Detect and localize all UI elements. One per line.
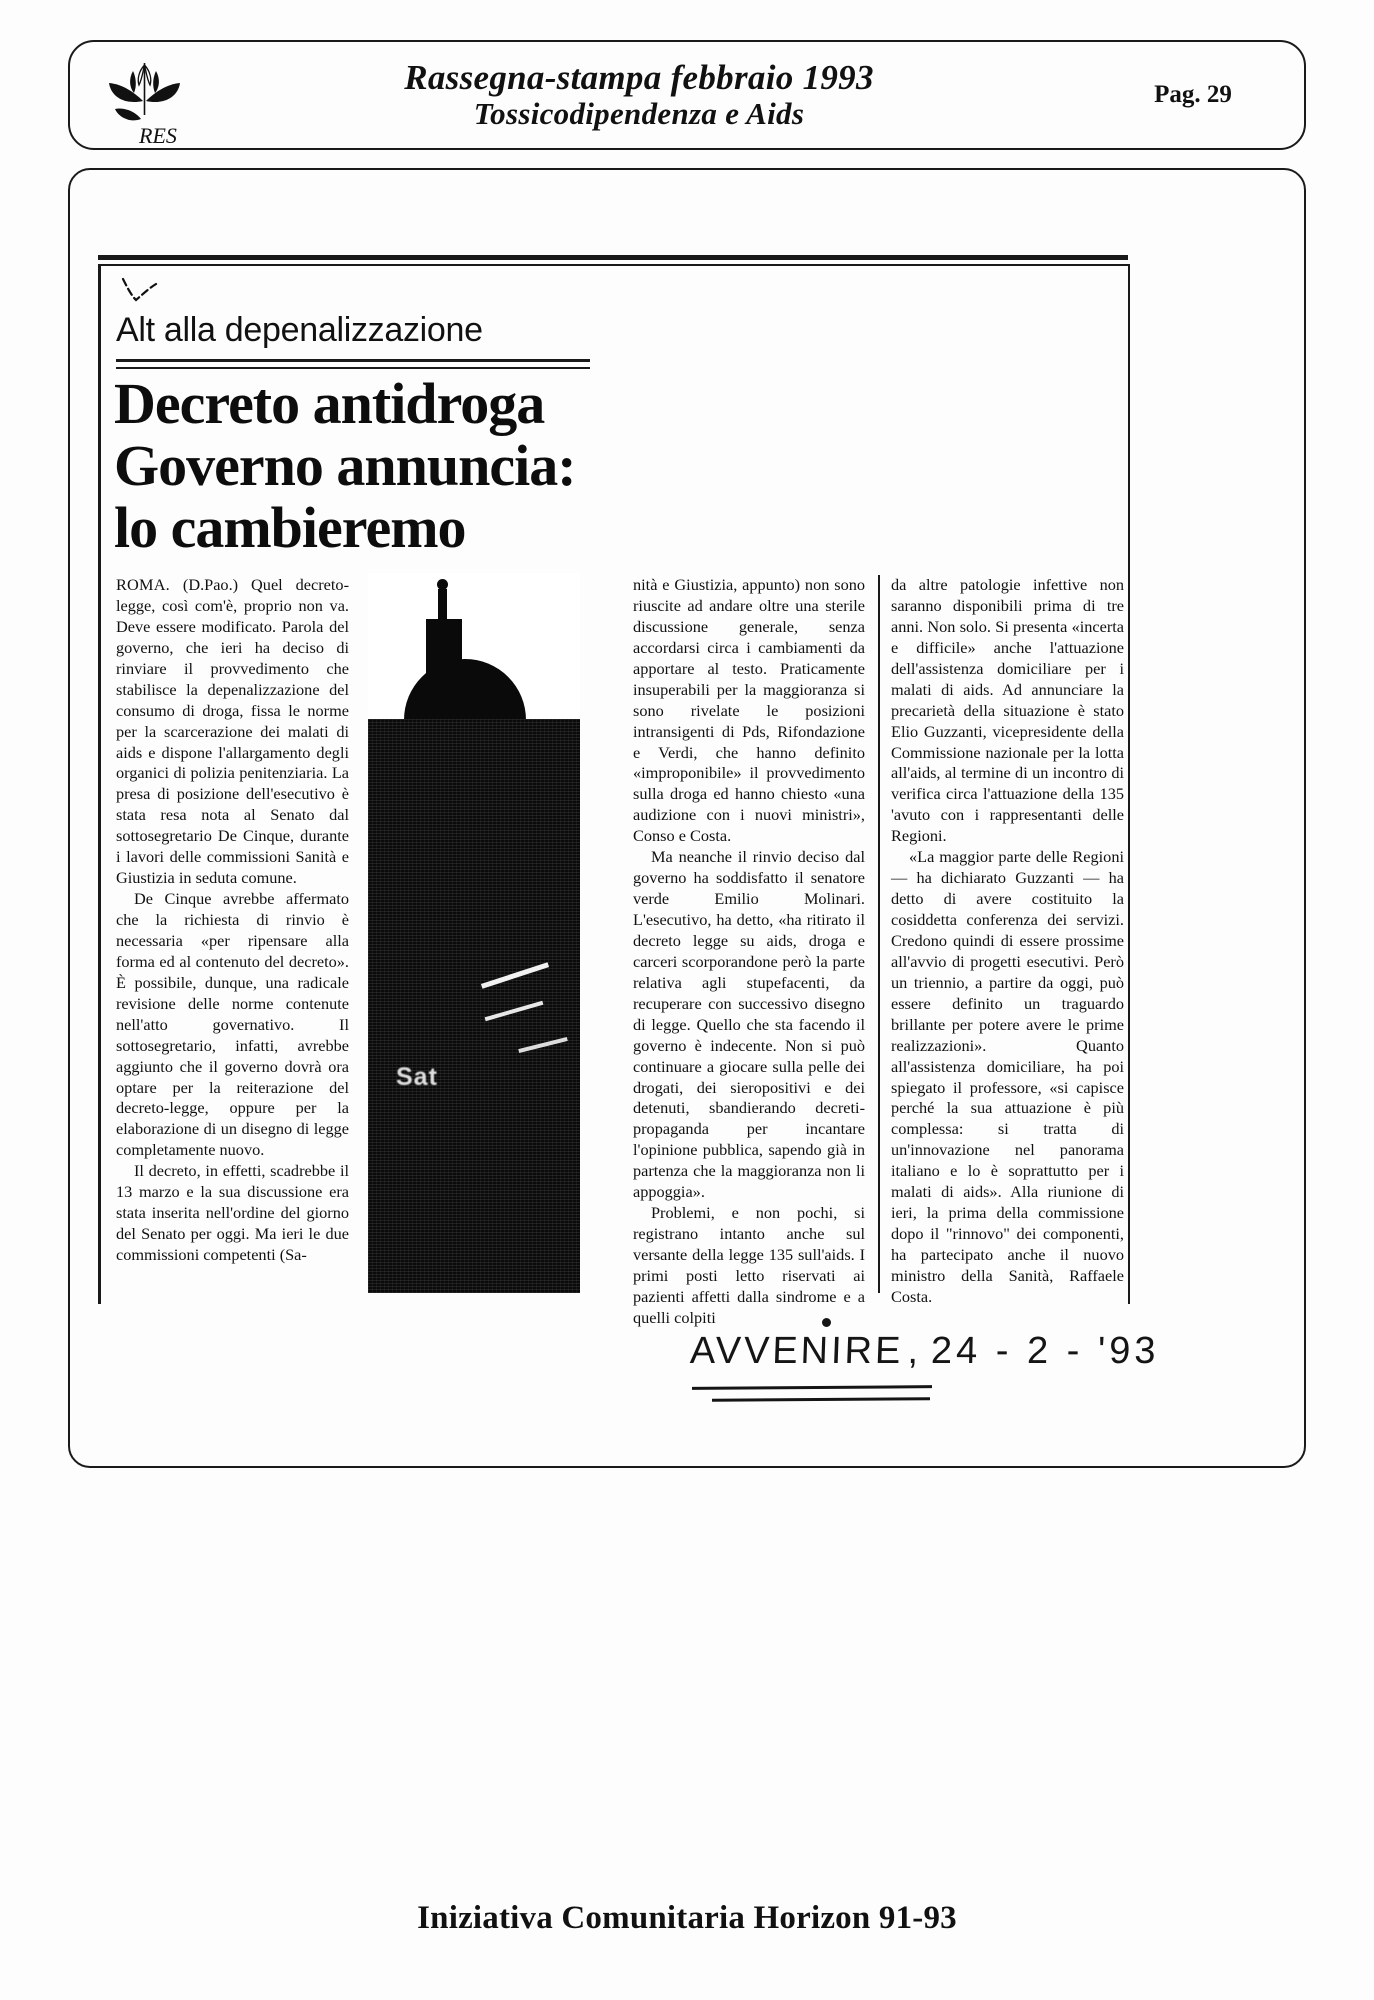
handwritten-line <box>690 1330 1170 1373</box>
headline-line-2: Governo annuncia: <box>114 433 576 499</box>
column-divider <box>878 575 880 1293</box>
article-col1-para-3: Il decreto, in effetti, scadrebbe il 13 marzo e la sua discussione era stata inserita nell'ordine del giorno del Senato per oggi. Ma ieri le due commissioni competenti (Sa- <box>116 1161 349 1264</box>
masthead-title-line1: Rassegna-stampa febbraio 1993 <box>404 58 874 98</box>
pen-checkmark-icon <box>120 277 160 311</box>
article-col3-para-1: da altre patologie infettive non saranno disponibili prima di tre anni. Non solo. Si presenta «incerta e difficile» anche l'attuazione dell'assistenza domiciliare per i malati di aids. Ad annunciare la precarietà della situazione è stato Elio Guzzanti, vicepresidente della Commissione nazionale per la lotta all'aids, al termine di un incontro di verifica circa l'attuazione della 135 'avuto con i rappresentanti delle Regioni. <box>891 575 1124 846</box>
handwritten-date: 24 - 2 - '93 <box>930 1330 1160 1372</box>
article-column-2 <box>633 575 865 1329</box>
article-body <box>116 575 1124 1327</box>
handwritten-dot <box>822 1318 831 1327</box>
article-col1-para-1: Quel decreto-legge, così com'è, proprio non va. Deve essere modificato. Parola del governo, che ieri ha deciso di rinviare il provvedimento che stabilisce la depenalizzazione del consumo di droga, fissa le norme per la scarcerazione dei malati di aids e dispone l'allargamento degli organici di polizia penitenziaria. La presa di posizione dell'esecutivo è stata resa nota al Senato dal sottosegretario De Cinque, durante i lavori delle commissioni Sanità e Giustizia in seduta comune. <box>116 575 349 888</box>
photo-inner <box>368 573 580 1293</box>
masthead-title-line2: Tossicodipendenza e Aids <box>473 96 805 132</box>
handwritten-underline-2 <box>712 1397 930 1402</box>
handwritten-comma: , <box>907 1330 921 1372</box>
clipping-top-rule-2 <box>98 264 1128 266</box>
article-col2-para-3: Problemi, e non pochi, si registrano intanto anche sul versante della legge 135 sull'aids. I primi posti letto riservati ai pazienti affetti dalla sindrome e a quelli colpiti <box>633 1203 865 1327</box>
masthead-title <box>220 58 1098 132</box>
article-col1-para-2: De Cinque avrebbe affermato che la richiesta di rinvio è necessaria «per ripensare alla forma ed al contenuto del decreto». È possibile, dunque, una radicale revisione delle norme contenute nell'atto governativo. Il sottosegretario, infatti, avrebbe aggiunto che il governo dovrà ora optare per la reiterazione del decreto-legge, oppure per la elaborazione di un disegno di legge completamente nuovo. <box>116 889 349 1160</box>
logo-block <box>70 41 220 149</box>
photo-building-body <box>368 719 580 1293</box>
kicker-rule-2 <box>116 367 590 369</box>
clipping-right-rule <box>1128 264 1130 1304</box>
clipping-top-rule <box>98 255 1128 260</box>
clipping-left-rule <box>98 264 101 1304</box>
logo-wordmark: RES <box>139 123 177 148</box>
article-column-1 <box>116 575 349 1266</box>
kicker-rule <box>116 359 590 362</box>
photo-caption-overlay: Sat <box>396 1063 438 1091</box>
article-photo <box>368 573 580 1293</box>
lotus-flower-logo-icon <box>99 45 191 129</box>
page-number-label: Pag. 29 <box>1154 81 1232 108</box>
handwritten-underline-1 <box>692 1385 932 1390</box>
article-col2-para-1: nità e Giustizia, appunto) non sono riuscite ad andare oltre una sterile discussione generale, senza accordarsi circa i cambiamenti da apportare al testo. Praticamente insuperabili per la maggioranza si sono rivelate le posizioni intransigenti di Pds, Rifondazione e Verdi, che hanno definito «improponibile» il provvedimento sulla droga ed hanno chiesto «una audizione con i nuovi ministri», Conso e Costa. <box>633 575 865 846</box>
article-col3-para-2: «La maggior parte delle Regioni — ha dichiarato Guzzanti — ha detto di avere costituito la cosiddetta conferenza dei servizi. Credono quindi di essere prossime all'avvio di progetti esecutivi. Però un triennio, a partire da oggi, può essere definito un traguardo brillante per potere avere le prime realizzazioni». Quanto all'assistenza domiciliare, ha poi spiegato il professore, «si capisce perché la sua attuazione è più complessa: si tratta di un'innovazione nel panorama italiano e lo è soprattutto per i malati di aids». Alla riunione di ieri, la prima della commissione dopo il "rinnovo" dei componenti, ha partecipato anche il nuovo ministro della Sanità, Raffaele Costa. <box>891 847 1124 1306</box>
headline-line-1: Decreto antidroga <box>114 371 545 436</box>
handwritten-source-note <box>690 1330 1170 1440</box>
article-dateline: ROMA. <box>116 575 170 594</box>
article-headline <box>114 373 734 559</box>
article-byline: (D.Pao.) <box>182 575 239 594</box>
handwritten-source-name: AVVENIRE <box>689 1330 905 1372</box>
article-kicker: Alt alla depenalizzazione <box>116 311 483 349</box>
page-footer: Iniziativa Comunitaria Horizon 91-93 <box>417 1900 957 1936</box>
article-col2-para-2: Ma neanche il rinvio deciso dal governo ha soddisfatto il senatore verde Emilio Molinari. L'esecutivo, ha detto, «ha ritirato il decreto legge su aids, droga e carceri scorporandone però la parte relativa agli stupefacenti, da recuperare con successivo disegno di legge. Quello che sta facendo il governo è indecente. Non si può continuare a giocare sulla pelle dei drogati, dei sieropositivi e dei detenuti, sbandierando decreti-propaganda per incantare l'opinione pubblica, sapendo già in partenza che la maggioranza non li appoggia». <box>633 847 865 1202</box>
article-column-3 <box>891 575 1124 1308</box>
headline-line-3: lo cambieremo <box>114 495 466 561</box>
newspaper-clipping <box>98 255 1248 1345</box>
photo-grain <box>368 719 580 1293</box>
masthead-header <box>68 40 1306 150</box>
